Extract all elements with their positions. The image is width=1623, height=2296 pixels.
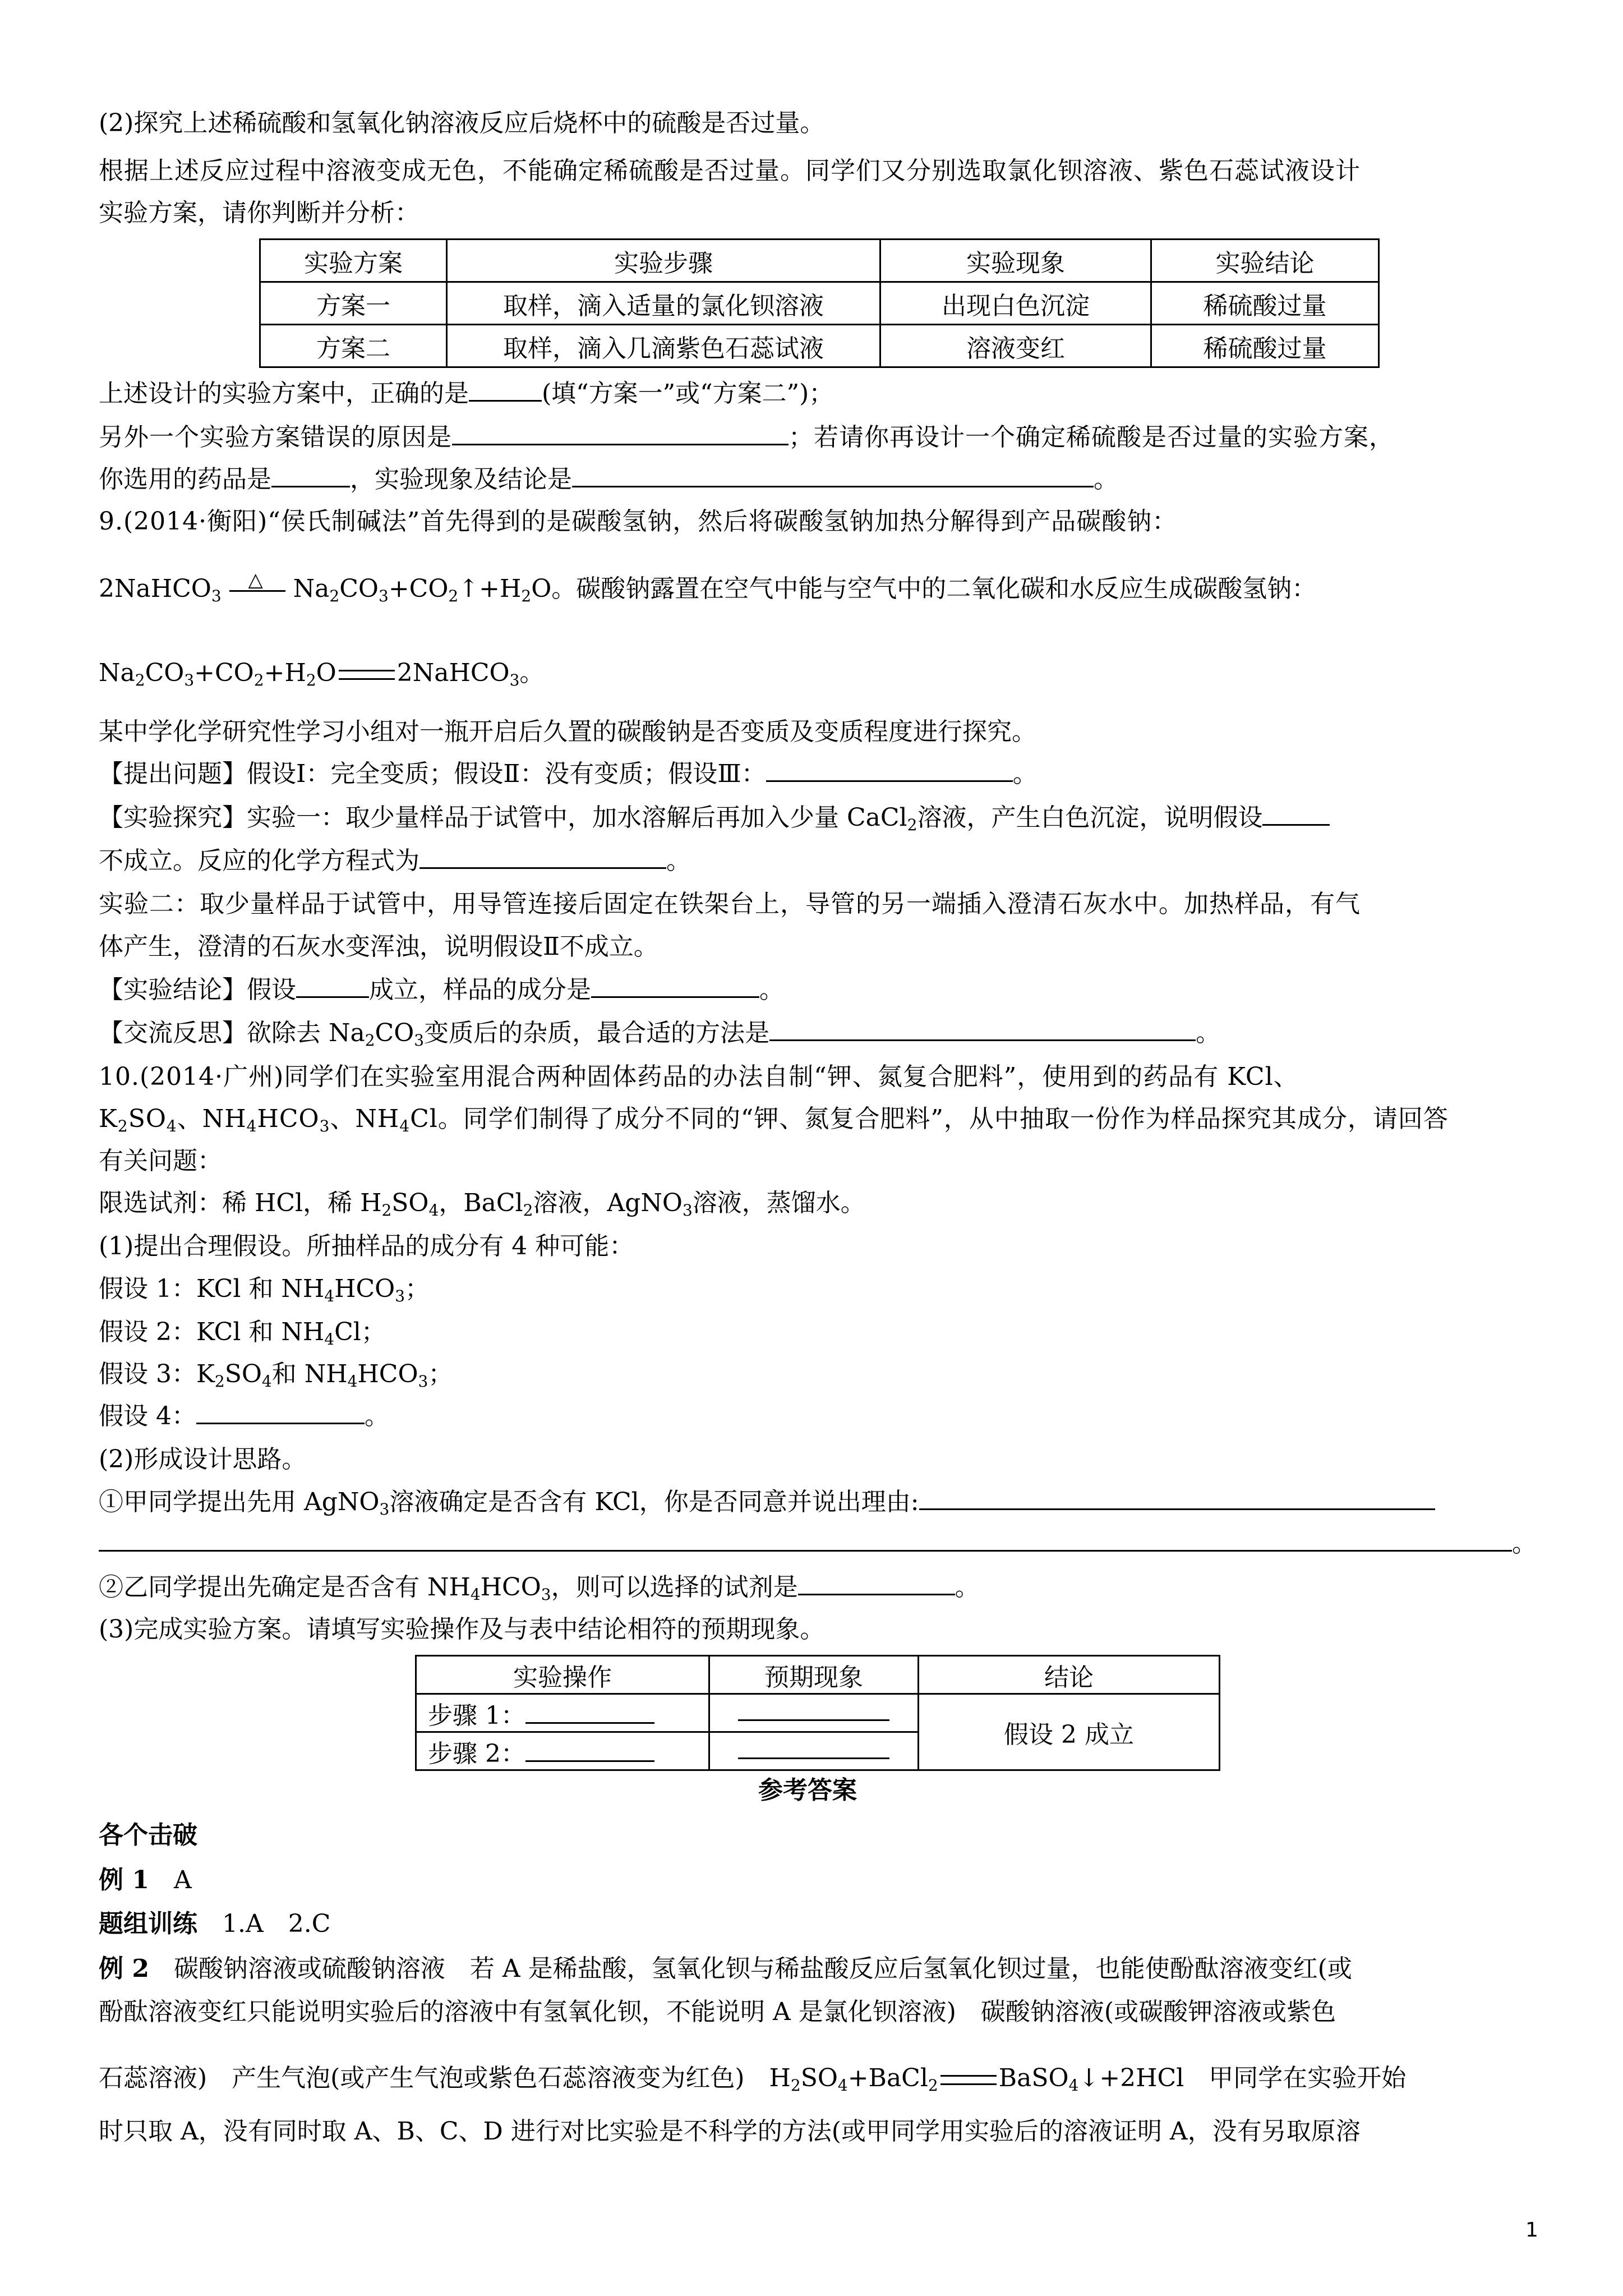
- blank[interactable]: [196, 1400, 365, 1424]
- table-cell: 步骤 1：: [416, 1694, 709, 1732]
- table-header: 实验方案: [260, 240, 447, 282]
- answer-example-2-l3: 石蕊溶液) 产生气泡(或产生气泡或紫色石蕊溶液变为红色) $H_2SO_4+BaCl_2$ BaSO$_4$↓+2HCl 甲同学在实验开始: [99, 2064, 1407, 2095]
- table-header: 结论: [919, 1656, 1220, 1694]
- q10-hypothesis-3: 假设 3：$K_2SO_4$和 $NH_4HCO_3$；: [99, 1360, 453, 1391]
- q10-part1: (1)提出合理假设。所抽样品的成分有 4 种可能：: [99, 1232, 634, 1260]
- answer-example-2-l4: 时只取 A，没有同时取 A、B、C、D 进行对比实验是不科学的方法(或甲同学用实验后的溶液证明 A，没有另取原溶: [99, 2117, 1361, 2146]
- table-header: 实验结论: [1151, 240, 1379, 282]
- blank[interactable]: [766, 758, 1013, 782]
- table-row: [416, 1694, 1220, 1732]
- answer-example-2-l2: 酚酞溶液变红只能说明实验后的溶液中有氢氧化钡，不能说明 A 是氯化钡溶液) 碳酸钠溶液(或碳酸钾溶液或紫色: [99, 1998, 1336, 2026]
- q9-exp1-b: 不成立。反应的化学方程式为 。: [99, 844, 691, 878]
- table-cell: [709, 1694, 919, 1732]
- answer-drill: 题组训练 1.A 2.C: [99, 1910, 331, 1938]
- blank[interactable]: [525, 1741, 654, 1762]
- q10-claim-1-cont: 。: [99, 1527, 1537, 1561]
- table-cell: 步骤 2：: [416, 1732, 709, 1770]
- q8-part2-title: (2)探究上述稀硫酸和氢氧化钠溶液反应后烧杯中的硫酸是否过量。: [99, 109, 825, 137]
- table-cell: 方案二: [260, 325, 447, 367]
- table-cell: 稀硫酸过量: [1151, 282, 1379, 325]
- q9-question: 【提出问题】假设Ⅰ：完全变质；假设Ⅱ：没有变质；假设Ⅲ： 。: [99, 757, 1038, 791]
- table-cell: 出现白色沉淀: [880, 282, 1151, 325]
- q9-conclusion: 【实验结论】假设 成立，样品的成分是 。: [99, 973, 784, 1007]
- q10-intro-b: $K_2SO_4$、$NH_4HCO_3$、$NH_4Cl$。同学们制得了成分不同的“钾、氮复合肥料”，从中抽取一份作为样品探究其成分，请回答: [99, 1105, 1449, 1135]
- blank[interactable]: [572, 463, 1094, 487]
- table-row: [260, 325, 1379, 367]
- answers-title: 参考答案: [758, 1776, 857, 1805]
- table-cell: 取样，滴入适量的氯化钡溶液: [447, 282, 880, 325]
- table-cell: 溶液变红: [880, 325, 1151, 367]
- q9-equation-2: $Na_2CO_3+CO_2+H_2O$ 2NaHCO$_3$。: [99, 659, 545, 689]
- blank[interactable]: [469, 378, 542, 402]
- q8-answer-line-1: 上述设计的实验方案中，正确的是 (填“方案一”或“方案二”)；: [99, 377, 833, 411]
- q9-group: 某中学化学研究性学习小组对一瓶开启后久置的碳酸钠是否变质及变质程度进行探究。: [99, 717, 1036, 746]
- table-header: 实验步骤: [447, 240, 880, 282]
- table-cell: [709, 1732, 919, 1770]
- blank[interactable]: [452, 421, 789, 445]
- page-number: 1: [1525, 2219, 1538, 2242]
- table-cell: 取样，滴入几滴紫色石蕊试液: [447, 325, 880, 367]
- q10-hypothesis-4: 假设 4： 。: [99, 1400, 389, 1433]
- blank[interactable]: [798, 1571, 955, 1595]
- blank[interactable]: [296, 974, 369, 998]
- q10-claim-1: ①甲同学提出先用 AgNO$_3$溶液确定是否含有 KCl，你是否同意并说出理由:: [99, 1485, 1435, 1519]
- q9-exp2-b: 体产生，澄清的石灰水变浑浊，说明假设Ⅱ不成立。: [99, 932, 658, 961]
- table-header: 实验现象: [880, 240, 1151, 282]
- q8-part2-text2: 实验方案，请你判断并分析：: [99, 199, 419, 227]
- table-cell: 方案一: [260, 282, 447, 325]
- q8-answer-line-2: 另外一个实验方案错误的原因是 ；若请你再设计一个确定稀硫酸是否过量的实验方案，: [99, 421, 1394, 454]
- blank[interactable]: [919, 1486, 1435, 1510]
- q10-claim-2: ②乙同学提出先确定是否含有 $NH_4HCO_3$，则可以选择的试剂是 。: [99, 1571, 980, 1604]
- table-row: [260, 282, 1379, 325]
- blank[interactable]: [99, 1527, 1512, 1552]
- q10-table: [415, 1655, 1220, 1771]
- answers-section: 各个击破: [99, 1821, 197, 1849]
- table-cell: 假设 2 成立: [919, 1694, 1220, 1770]
- table-header: 实验操作: [416, 1656, 709, 1694]
- table-cell: 稀硫酸过量: [1151, 325, 1379, 367]
- q9-intro: 9.(2014·衡阳)“侯氏制碱法”首先得到的是碳酸氢钠，然后将碳酸氢钠加热分解得到产品碳酸钠：: [99, 507, 1178, 536]
- blank[interactable]: [738, 1700, 889, 1721]
- blank[interactable]: [271, 463, 350, 487]
- q9-exp2: 实验二：取少量样品于试管中，用导管连接后固定在铁架台上，导管的另一端插入澄清石灰水中。加热样品，有气: [99, 890, 1361, 918]
- answer-example-1: 例 1 A: [99, 1866, 192, 1894]
- blank[interactable]: [769, 1017, 1196, 1041]
- equals-sign-icon: [339, 670, 395, 680]
- q10-part3: (3)完成实验方案。请填写实验操作及与表中结论相符的预期现象。: [99, 1615, 825, 1644]
- blank[interactable]: [738, 1738, 889, 1759]
- blank[interactable]: [525, 1703, 654, 1724]
- q10-part2: (2)形成设计思路。: [99, 1445, 307, 1474]
- table-header: 预期现象: [709, 1656, 919, 1694]
- q8-answer-line-3: 你选用的药品是 ，实验现象及结论是 。: [99, 463, 1118, 496]
- blank[interactable]: [1262, 802, 1330, 826]
- q9-equation-1: 2NaHCO$_3$ △ $Na_2CO_3+CO_2↑+H_2O$。碳酸钠露置在空气中能与空气中的二氧化碳和水反应生成碳酸氢钠：: [99, 568, 1317, 605]
- heat-arrow-icon: △: [229, 582, 285, 599]
- q10-intro: 10.(2014·广州)同学们在实验室用混合两种固体药品的办法自制“钾、氮复合肥料”，使用到的药品有 KCl、: [99, 1062, 1299, 1091]
- q10-hypothesis-1: 假设 1：KCl 和 $NH_4HCO_3$；: [99, 1274, 430, 1305]
- equals-sign-icon: [940, 2075, 997, 2085]
- q8-part2-text: 根据上述反应过程中溶液变成无色，不能确定稀硫酸是否过量。同学们又分别选取氯化钡溶液、紫色石蕊试液设计: [99, 157, 1361, 185]
- q10-intro-c: 有关问题：: [99, 1147, 222, 1175]
- q9-exp1: 【实验探究】实验一：取少量样品于试管中，加水溶解后再加入少量 CaCl$_2$溶液，产生白色沉淀，说明假设: [99, 801, 1330, 835]
- q10-reagents: 限选试剂：稀 HCl，稀 $H_2SO_4$，BaCl$_2$溶液，AgNO$_3$溶液，蒸馏水。: [99, 1189, 865, 1220]
- blank[interactable]: [419, 845, 666, 869]
- answer-example-2: 例 2 碳酸钠溶液或硫酸钠溶液 若 A 是稀盐酸，氢氧化钡与稀盐酸反应后氢氧化钡过量，也能使酚酞溶液变红(或: [99, 1954, 1352, 1983]
- q9-reflection: 【交流反思】欲除去 $Na_2CO_3$变质后的杂质，最合适的方法是 。: [99, 1016, 1220, 1050]
- q10-hypothesis-2: 假设 2：KCl 和 $NH_4Cl$；: [99, 1318, 386, 1349]
- q8-table: [259, 238, 1380, 368]
- blank[interactable]: [591, 974, 759, 998]
